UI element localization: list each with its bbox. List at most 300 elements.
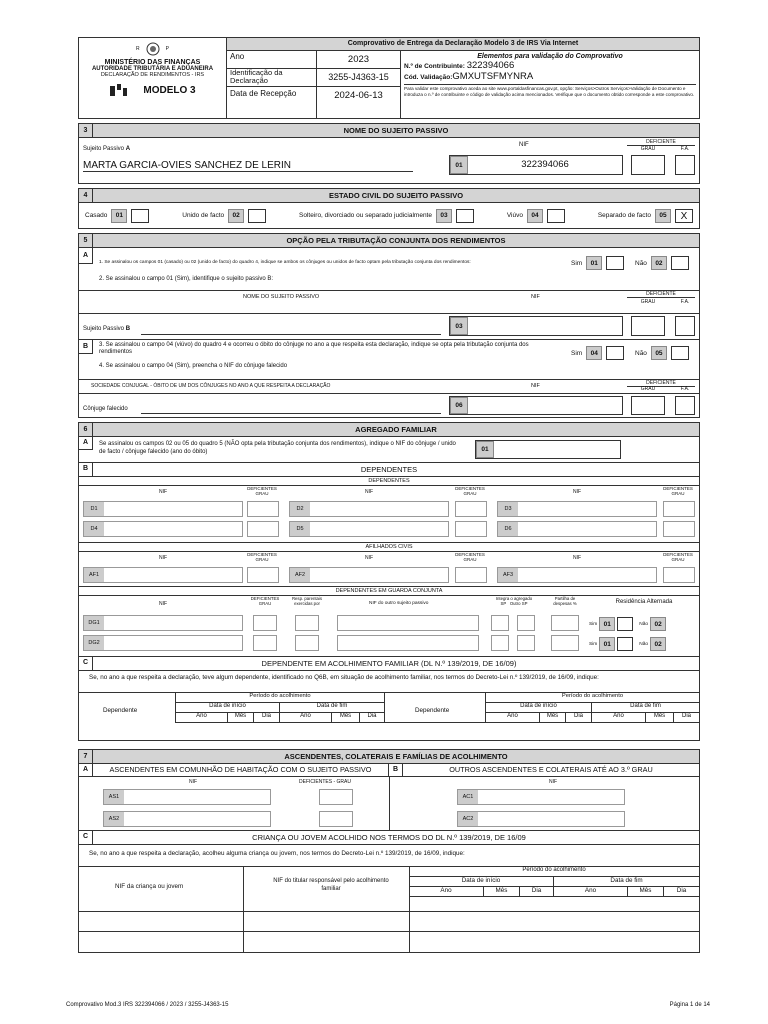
guarda-outro-sp-text: Outro SP	[509, 601, 528, 606]
guarda-dg1-field[interactable]	[83, 615, 243, 631]
recepcao-label: Data de Recepção	[227, 87, 317, 118]
af-col2-nif-label: NIF	[365, 555, 374, 561]
af-af3-field[interactable]	[497, 567, 657, 583]
q7-a-def-label: DEFICIENTES - GRAU	[299, 779, 351, 785]
quadro-5	[78, 233, 700, 418]
q5-title: OPÇÃO PELA TRIBUTAÇÃO CONJUNTA DOS RENDIMENTOS	[286, 236, 506, 245]
guarda-dg2-grau[interactable]	[253, 635, 277, 651]
dep-d4-field[interactable]	[83, 521, 243, 537]
sujeito-a-text: Sujeito Passivo	[83, 146, 125, 152]
q6-b-title: DEPENDENTES	[360, 465, 418, 474]
dep-d6-code: D6	[498, 522, 518, 536]
af-af1-field[interactable]	[83, 567, 243, 583]
dep-d3-field[interactable]	[497, 501, 657, 517]
q5-nif-label: NIF	[531, 294, 540, 300]
contribuinte-label: N.º de Contribuinte:	[404, 63, 465, 70]
sociedade-fa-label: F.A.	[680, 386, 690, 392]
q5-a-nao-code: 02	[651, 256, 667, 270]
af-col3-nif-label: NIF	[573, 555, 582, 561]
q7-c-mes-2: Mês	[627, 887, 663, 897]
footer-page-number: Página 1 de 14	[669, 1002, 710, 1008]
q3-grau-label: GRAU	[640, 146, 656, 152]
dep-col1-nif-label: NIF	[159, 489, 168, 495]
conjuge-nif-field[interactable]	[449, 396, 623, 415]
guarda-nif-label: NIF	[159, 601, 168, 607]
solteiro-label: Solteiro, divorciado ou separado judicialmente	[299, 212, 432, 219]
q7-as1-grau[interactable]	[319, 789, 353, 805]
q6-a-nif-code: 01	[476, 441, 494, 458]
sp-b-nif-field[interactable]	[449, 316, 623, 336]
guarda-label: DEPENDENTES EM GUARDA CONJUNTA	[335, 588, 443, 594]
q6-a-text: Se assinalou os campos 02 ou 05 do quadro 5 (NÃO opta pela tributação conjunta dos rendimentos), indique o NIF do cônjuge / unido de facto / cônjuge falecido (ano do óbito)	[99, 441, 456, 455]
dep-d3-code: D3	[498, 502, 518, 516]
q5-a-letter: A	[79, 248, 93, 264]
q7-ac2-code: AC2	[458, 812, 478, 826]
guarda-dg1-code: DG1	[84, 616, 104, 630]
q6-c-empty-row[interactable]	[79, 723, 699, 739]
guarda-residencia-label: Residência Alternada	[615, 599, 673, 605]
q7-c-col-div1	[243, 867, 244, 953]
dep-d5-grau[interactable]	[455, 521, 487, 537]
q7-as1-field[interactable]	[103, 789, 271, 805]
q7-c-header	[78, 831, 700, 845]
guarda-dg1-sp[interactable]	[491, 615, 509, 631]
q3-number: 3	[79, 124, 93, 137]
form-header	[78, 37, 700, 119]
q6-c-text: Se, no ano a que respeita a declaração, teve algum dependente, identificado no Q6B, em situação de acolhimento familiar, nos termos do Decreto-Lei n.º 139/2019, de 16/09, indique:	[78, 671, 700, 693]
q4-number: 4	[79, 189, 93, 202]
q7-number: 7	[79, 750, 93, 763]
validation-block	[401, 51, 699, 118]
guarda-dg2-partilha[interactable]	[551, 635, 579, 651]
dep-col2-def-text: DEFICIENTES	[455, 486, 485, 491]
conjuge-nif-code: 06	[450, 397, 468, 414]
q4-option-separado[interactable]	[598, 209, 693, 223]
casado-code: 01	[111, 209, 127, 223]
af-af2-grau[interactable]	[455, 567, 487, 583]
codvalid-label: Cód. Validação:	[404, 74, 453, 81]
conjuge-fa-input[interactable]	[675, 396, 695, 415]
q6-c-ano-1: Ano	[175, 713, 227, 723]
q5-section-b	[78, 340, 700, 380]
dep-d2-code: D2	[290, 502, 310, 516]
dep-d6-field[interactable]	[497, 521, 657, 537]
q5-b-line1: 3. Se assinalou o campo 04 (viúvo) do quadro 4 e ocorreu o óbito do cônjuge no ano a que respeita esta declaração, indique se opta pela tributação conjunta dos rendimentos	[99, 342, 529, 355]
guarda-dg2-residencia[interactable]	[589, 637, 666, 651]
q6-guarda-grid	[78, 587, 700, 657]
q6-c-ano-2: Ano	[279, 713, 331, 723]
model-label: MODELO 3	[143, 84, 196, 96]
q7-c-ano-1: Ano	[409, 887, 483, 897]
viuvo-label: Viúvo	[506, 212, 523, 219]
guarda-dg1-nao-code: 02	[650, 617, 666, 631]
sociedade-label: SOCIEDADE CONJUGAL - ÓBITO DE UM DOS CÔNJUGES NO ANO A QUE RESPEITA A DECLARAÇÃO	[91, 383, 331, 389]
q7-ac1-field[interactable]	[457, 789, 625, 805]
q5-a-sim-code: 01	[586, 256, 602, 270]
q6-c-dia-1: Dia	[253, 713, 279, 723]
q6-c-dependente-left: Dependente	[103, 707, 138, 714]
recepcao-value: 2024-06-13	[334, 90, 383, 101]
q6-dependentes-grid	[78, 477, 700, 543]
header-details	[227, 51, 699, 118]
quadro-4	[78, 188, 700, 229]
q5-section-a	[78, 248, 700, 314]
viuvo-code: 04	[527, 209, 543, 223]
guarda-dg1-nao-label: Não	[639, 621, 649, 627]
guarda-dg2-sim-code: 01	[599, 637, 615, 651]
guarda-divider	[79, 595, 699, 596]
header-right	[227, 38, 699, 118]
guarda-dg2-sim-box[interactable]	[617, 637, 633, 651]
q6-c-dep-gap	[385, 713, 485, 723]
q7-b-title: OUTROS ASCENDENTES E COLATERAIS ATÉ AO 3.º GRAU	[449, 765, 653, 774]
dep-d5-field[interactable]	[289, 521, 449, 537]
q5-b-nao[interactable]	[635, 346, 689, 360]
codvalid-row	[404, 71, 696, 82]
q4-option-casado[interactable]	[85, 209, 149, 223]
sp-b-label	[83, 326, 130, 332]
dependentes-label: DEPENDENTES	[368, 478, 410, 484]
q7-c-date-headers	[409, 887, 699, 897]
q7-c-row-line2	[79, 931, 699, 932]
q7-a-nif-label: NIF	[189, 779, 198, 785]
q6-c-periodo-left: Período do acolhimento	[175, 693, 385, 703]
q7-ab-divider	[389, 777, 390, 831]
ministry-block	[79, 38, 227, 118]
q7-as2-grau[interactable]	[319, 811, 353, 827]
q4-option-solteiro[interactable]	[299, 209, 474, 223]
af-col1-nif-label: NIF	[159, 555, 168, 561]
q7-ac2-field[interactable]	[457, 811, 625, 827]
q5-a-divider	[79, 290, 699, 291]
q5-a-sim-label: Sim	[571, 259, 583, 267]
codvalid-value: GMXUTSFMYNRA	[452, 71, 534, 82]
q6-title: AGREGADO FAMILIAR	[355, 425, 437, 434]
q6-c-mes-4: Mês	[645, 713, 673, 723]
q6-header	[78, 422, 700, 437]
q7-ab-titles	[78, 764, 700, 777]
q7-title: ASCENDENTES, COLATERAIS E FAMÍLIAS DE ACOLHIMENTO	[284, 752, 508, 761]
guarda-grau-text: GRAU	[258, 601, 272, 606]
q5-b-line2: 4. Se assinalou o campo 04 (Sim), preencha o NIF do cônjuge falecido	[99, 363, 288, 369]
q6-c-ano-4: Ano	[591, 713, 645, 723]
q5-b-nao-checkbox[interactable]	[671, 346, 689, 360]
guarda-sp-text: SP	[500, 601, 507, 606]
dep-d2-field[interactable]	[289, 501, 449, 517]
quadro-6	[78, 422, 700, 741]
q3-fa-label: F.A.	[680, 146, 690, 152]
q6-c-dia-4: Dia	[673, 713, 699, 723]
q6-c-dia-2: Dia	[359, 713, 385, 723]
q4-option-viuvo[interactable]	[507, 209, 565, 223]
validation-note: Para validar este comprovativo aceda ao site www.portaldasfinancas.gov.pt, opção: Serviços>Outros Serviços>Validação de Documento e introduza o n.º de contribuinte e código de validação acima mencionados. Verifique que o documento obtido corresponde a este comprovativo.	[404, 86, 695, 97]
conjuge-name-line[interactable]	[141, 413, 441, 414]
q5-deficiente-label: DEFICIENTE	[627, 291, 695, 298]
dep-col2-grau-text: GRAU	[463, 491, 477, 496]
ident-label: Identificação da Declaração	[227, 69, 317, 86]
q7-a-title: ASCENDENTES EM COMUNHÃO DE HABITAÇÃO COM O SUJEITO PASSIVO	[93, 764, 389, 776]
ano-label: Ano	[227, 51, 317, 68]
guarda-integra-label	[487, 596, 541, 606]
af-af2-field[interactable]	[289, 567, 449, 583]
afilhados-label: AFILHADOS CIVIS	[365, 544, 413, 550]
af-af2-code: AF2	[290, 568, 310, 582]
q5-b-letter: B	[79, 340, 93, 354]
af-col3-grau-text: GRAU	[671, 557, 685, 562]
dep-col1-def-text: DEFICIENTES	[247, 486, 277, 491]
afilhados-divider	[79, 551, 699, 552]
solteiro-checkbox[interactable]	[456, 209, 474, 223]
guarda-dg2-nao-code: 02	[650, 637, 666, 651]
dep-col1-grau-text: GRAU	[255, 491, 269, 496]
q6-c-letter: C	[79, 657, 93, 670]
af-af1-grau[interactable]	[247, 567, 279, 583]
declaration-type: DECLARAÇÃO DE RENDIMENTOS - IRS	[100, 72, 205, 78]
q3-body	[78, 138, 700, 184]
viuvo-checkbox[interactable]	[547, 209, 565, 223]
q5-b-nao-code: 05	[651, 346, 667, 360]
sp-b-letter: B	[125, 326, 131, 332]
guarda-dg1-residencia[interactable]	[589, 617, 666, 631]
guarda-def-text: DEFICIENTES	[250, 596, 280, 601]
guarda-dg1-grau[interactable]	[253, 615, 277, 631]
ministry-name: MINISTÉRIO DAS FINANÇAS	[104, 59, 201, 66]
guarda-resp-label: Resp. parentais exercidas por	[291, 596, 323, 606]
guarda-dg2-outro-nif[interactable]	[337, 635, 479, 651]
q3-header	[78, 123, 700, 138]
q6-a-letter: A	[79, 437, 93, 450]
contribuinte-row	[404, 60, 696, 71]
sujeito-a-label	[83, 146, 130, 152]
q6-c-inicio-right: Data de início	[485, 703, 591, 713]
q3-fa-input[interactable]	[675, 155, 695, 175]
q6-c-fim-right: Data de fim	[591, 703, 699, 713]
separado-checkbox[interactable]: X	[675, 209, 693, 223]
q5-b-sim-checkbox[interactable]	[606, 346, 624, 360]
af-af1-code: AF1	[84, 568, 104, 582]
af-col2-grau-text: GRAU	[463, 557, 477, 562]
q7-as1-code: AS1	[104, 790, 124, 804]
q5-number: 5	[79, 234, 93, 247]
sujeito-a-letter: A	[125, 146, 131, 152]
q3-nif-field[interactable]	[449, 155, 623, 175]
ident-value: 3255-J4363-15	[328, 72, 389, 82]
q5-grau-label: GRAU	[640, 299, 656, 305]
guarda-dg1-sim-code: 01	[599, 617, 615, 631]
dep-d1-grau[interactable]	[247, 501, 279, 517]
q6-b-header	[78, 463, 700, 477]
q6-b-letter: B	[79, 463, 93, 476]
ident-row	[227, 69, 400, 87]
q7-a-letter: A	[79, 764, 93, 776]
dep-col3-def-text: DEFICIENTES	[663, 486, 693, 491]
dep-d1-code: D1	[84, 502, 104, 516]
q5-a-sim-checkbox[interactable]	[606, 256, 624, 270]
q6-c-inicio-left: Data de início	[175, 703, 279, 713]
af-col3-def-text: DEFICIENTES	[663, 552, 693, 557]
model-row	[109, 83, 195, 97]
q7-ac1-code: AC1	[458, 790, 478, 804]
guarda-dg2-nao-label: Não	[639, 641, 649, 647]
q3-nif-label: NIF	[519, 142, 529, 148]
q6-c-dia-3: Dia	[565, 713, 591, 723]
guarda-integra-text: Integra o agregado	[495, 596, 533, 601]
q7-ab-grid	[78, 777, 700, 831]
guarda-dg2-code: DG2	[84, 636, 104, 650]
q6-c-periodo-right: Período do acolhimento	[485, 693, 699, 703]
validation-title: Elementos para validação do Comprovativo	[477, 53, 623, 60]
receipt-banner: Comprovativo de Entrega da Declaração Modelo 3 de IRS Via Internet	[227, 38, 699, 51]
guarda-dg1-sim-label: Sim	[589, 621, 598, 627]
q5-sociedade-header	[78, 380, 700, 394]
q7-c-fim-label: Data de fim	[553, 877, 699, 887]
q5-b-sim-code: 04	[586, 346, 602, 360]
q7-c-title: CRIANÇA OU JOVEM ACOLHIDO NOS TERMOS DO DL N.º 139/2019, DE 16/09	[252, 833, 526, 842]
sp-b-nif-code: 03	[450, 317, 468, 335]
casado-label: Casado	[85, 212, 108, 219]
irs-logo-icon	[109, 83, 129, 97]
quadro-3	[78, 123, 700, 184]
guarda-dg1-sim-box[interactable]	[617, 617, 633, 631]
q5-b-sim[interactable]	[571, 346, 624, 360]
q6-c-ano-3: Ano	[485, 713, 539, 723]
af-col2-def-label	[451, 552, 489, 562]
q3-deficiente-label: DEFICIENTE	[627, 139, 695, 146]
declaration-info	[227, 51, 401, 118]
q5-a-nao[interactable]	[635, 256, 689, 270]
q6-section-a	[78, 437, 700, 463]
irs-form-page	[78, 37, 700, 953]
q5-sp-b-row	[78, 314, 700, 340]
q7-as2-field[interactable]	[103, 811, 271, 827]
dep-col3-nif-label: NIF	[573, 489, 582, 495]
q5-a-line1: 1. Se assinalou os campos 01 (casado) ou 02 (unido de facto) do quadro 4, indique se ambos os cônjuges ou unidos de facto optam pela tributação conjunta dos rendimentos:	[99, 260, 471, 265]
q6-number: 6	[79, 423, 93, 436]
dep-d2-grau[interactable]	[455, 501, 487, 517]
guarda-dg1-resp[interactable]	[295, 615, 319, 631]
q7-c-nif-titular-label: NIF do titular responsável pelo acolhimento familiar	[273, 878, 389, 892]
q4-option-unido[interactable]	[182, 209, 266, 223]
quadro-7	[78, 749, 700, 953]
conjuge-grau-input[interactable]	[631, 396, 665, 415]
guarda-dg2-sim-label: Sim	[589, 641, 598, 647]
dep-d1-field[interactable]	[83, 501, 243, 517]
dep-d4-code: D4	[84, 522, 104, 536]
q6-c-fim-left: Data de fim	[279, 703, 385, 713]
af-col1-def-label	[243, 552, 281, 562]
q6-c-mes-2: Mês	[331, 713, 359, 723]
af-col2-def-text: DEFICIENTES	[455, 552, 485, 557]
dep-col3-def-label	[659, 486, 697, 496]
contribuinte-value: 322394066	[466, 60, 515, 71]
q7-c-table	[78, 867, 700, 953]
sp-b-grau-input[interactable]	[631, 316, 665, 336]
q3-nif-value: 322394066	[521, 159, 569, 170]
dep-col2-def-label	[451, 486, 489, 496]
af-col1-grau-text: GRAU	[255, 557, 269, 562]
q6-c-title: DEPENDENTE EM ACOLHIMENTO FAMILIAR (DL N.º 139/2019, DE 16/09)	[261, 659, 517, 668]
af-af3-grau[interactable]	[663, 567, 695, 583]
q3-title: NOME DO SUJEITO PASSIVO	[343, 126, 449, 135]
dependentes-divider	[79, 485, 699, 486]
dep-col1-def-label	[243, 486, 281, 496]
q7-c-inicio-label: Data de início	[409, 877, 553, 887]
q5-b-nao-label: Não	[635, 349, 647, 357]
sociedade-deficiente-label: DEFICIENTE	[627, 380, 695, 387]
dep-d5-code: D5	[290, 522, 310, 536]
q6-c-header	[78, 657, 700, 671]
q6-afilhados-grid	[78, 543, 700, 587]
q7-c-row-line1	[79, 911, 699, 912]
sociedade-nif-label: NIF	[531, 383, 540, 389]
q5-a-nao-label: Não	[635, 259, 647, 267]
q5-header	[78, 233, 700, 248]
unido-label: Unido de facto	[182, 212, 225, 219]
sp-b-fa-input[interactable]	[675, 316, 695, 336]
q3-nif-code: 01	[450, 156, 468, 174]
af-af3-code: AF3	[498, 568, 518, 582]
q7-c-text: Se, no ano a que respeita a declaração, acolheu alguma criança ou jovem, nos termos do Decreto-Lei n.º 139/2019, de 16/09, indique:	[78, 845, 700, 867]
q7-c-dia-2: Dia	[663, 887, 699, 897]
dep-d3-grau[interactable]	[663, 501, 695, 517]
casado-checkbox[interactable]	[131, 209, 149, 223]
guarda-outro-nif-label: NIF do outro sujeito passivo	[369, 601, 429, 606]
q5-b-sim-label: Sim	[571, 349, 583, 357]
q5-a-sim[interactable]	[571, 256, 624, 270]
ano-row	[227, 51, 400, 69]
guarda-dg1-outro-nif[interactable]	[337, 615, 479, 631]
q6-c-date-headers	[175, 713, 699, 723]
authority-name: AUTORIDADE TRIBUTÁRIA E ADUANEIRA	[91, 66, 214, 72]
emblem-right-letter: P	[165, 46, 169, 52]
dep-d6-grau[interactable]	[663, 521, 695, 537]
dep-col2-nif-label: NIF	[365, 489, 374, 495]
solteiro-code: 03	[436, 209, 452, 223]
guarda-dg2-field[interactable]	[83, 635, 243, 651]
guarda-dg2-outro-sp[interactable]	[517, 635, 535, 651]
dep-d4-grau[interactable]	[247, 521, 279, 537]
af-col1-def-text: DEFICIENTES	[247, 552, 277, 557]
q7-as2-code: AS2	[104, 812, 124, 826]
q7-c-dia-1: Dia	[519, 887, 553, 897]
q6-a-nif-field[interactable]	[475, 440, 621, 459]
guarda-dg1-outro-sp[interactable]	[517, 615, 535, 631]
sp-b-name-line[interactable]	[141, 334, 441, 335]
footer-left: Comprovativo Mod.3 IRS 322394066 / 2023 / 3255-J4363-15	[66, 1002, 229, 1008]
q6-c-mes-1: Mês	[227, 713, 253, 723]
q7-c-ano-2: Ano	[553, 887, 627, 897]
q7-header	[78, 749, 700, 764]
q4-title: ESTADO CIVIL DO SUJEITO PASSIVO	[328, 191, 464, 200]
conjuge-label: Cônjuge falecido	[83, 406, 128, 412]
q7-b-nif-label: NIF	[549, 779, 558, 785]
q7-c-mes-1: Mês	[483, 887, 519, 897]
ano-value: 2023	[347, 54, 370, 65]
q3-grau-input[interactable]	[631, 155, 665, 175]
q5-a-nao-checkbox[interactable]	[671, 256, 689, 270]
sp-b-text: Sujeito Passivo	[83, 326, 125, 332]
q7-b-letter: B	[389, 764, 403, 776]
guarda-dg1-partilha[interactable]	[551, 615, 579, 631]
q5-fa-label: F.A.	[680, 299, 690, 305]
unido-checkbox[interactable]	[248, 209, 266, 223]
separado-label: Separado de facto	[597, 212, 651, 219]
guarda-dg2-resp[interactable]	[295, 635, 319, 651]
sujeito-a-name: MARTA GARCIA-OVIES SANCHEZ DE LERIN	[83, 160, 413, 172]
guarda-dg2-sp[interactable]	[491, 635, 509, 651]
q6-c-mes-3: Mês	[539, 713, 565, 723]
sociedade-grau-label: GRAU	[640, 386, 656, 392]
